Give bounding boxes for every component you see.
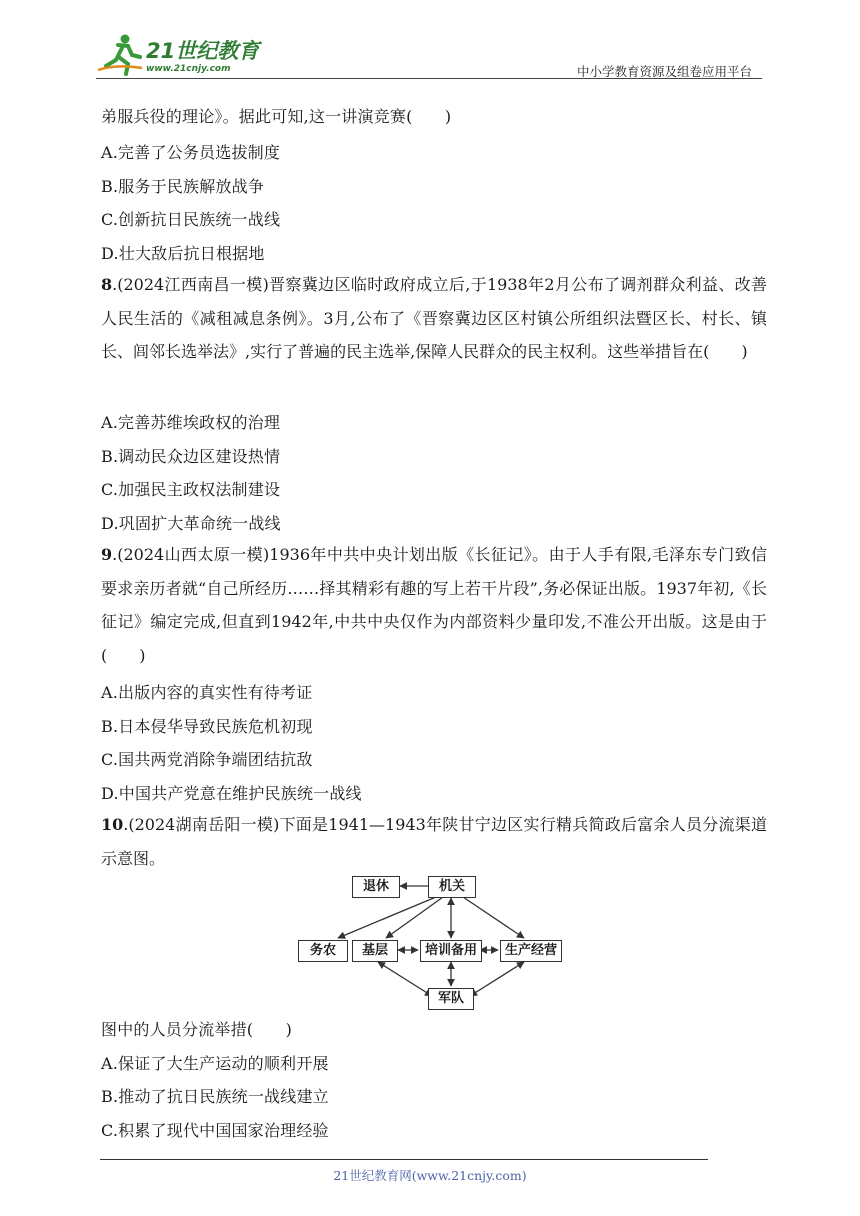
arrow-organ-grassroots xyxy=(386,897,443,938)
q10-question: 图中的人员分流举措( ) xyxy=(101,1020,293,1039)
box-production: 生产经营 xyxy=(500,940,562,962)
q10-option-a: A.保证了大生产运动的顺利开展 xyxy=(101,1054,329,1073)
q8-option-b: B.调动民众边区建设热情 xyxy=(101,447,281,466)
arrow-organ-production xyxy=(463,897,524,938)
q9-text: .(2024山西太原一模)1936年中共中央计划出版《长征记》。由于人手有限,毛泽东专门致信要求亲历者就“自己所经历……择其精彩有趣的写上若干片段”,务必保证出版。1937年初,《长征记》编定完成,但直到1942年,中共中央仅作为内部资料少量印发,不准公开出版。这是由于( ) xyxy=(101,545,767,665)
q8-option-c: C.加强民主政权法制建设 xyxy=(101,480,281,499)
footer-link[interactable]: 21世纪教育网(www.21cnjy.com) xyxy=(333,1168,527,1183)
q9-option-c: C.国共两党消除争端团结抗敌 xyxy=(101,750,313,769)
q7-continuation: 弟服兵役的理论》。据此可知,这一讲演竞赛( ) xyxy=(101,107,452,126)
logo-title: 21世纪教育 xyxy=(146,39,260,63)
q9-number: 9 xyxy=(101,545,113,564)
footer-divider xyxy=(100,1159,708,1160)
q8-option-a: A.完善苏维埃政权的治理 xyxy=(101,413,281,432)
arrow-organ-farming xyxy=(338,897,436,938)
q10-text: .(2024湖南岳阳一模)下面是1941—1943年陕甘宁边区实行精兵简政后富余人员分流渠道示意图。 xyxy=(101,815,767,868)
q9-stem xyxy=(101,538,767,672)
box-training: 培训备用 xyxy=(420,940,482,962)
flow-diagram xyxy=(298,872,562,1010)
box-organ: 机关 xyxy=(428,876,476,898)
q8-number: 8 xyxy=(101,275,113,294)
q10-stem xyxy=(101,808,767,875)
q7-option-b: B.服务于民族解放战争 xyxy=(101,177,265,196)
site-name: 中小学教育资源及组卷应用平台 xyxy=(576,64,752,79)
q8-text: .(2024江西南昌一模)晋察冀边区临时政府成立后,于1938年2月公布了调剂群众利益、改善人民生活的《减租减息条例》。3月,公布了《晋察冀边区区村镇公所组织法暨区长、村长、镇长、闾邻长选举法》,实行了普遍的民主选举,保障人民群众的民主权利。这些举措旨在( ) xyxy=(101,275,767,361)
q9-option-d: D.中国共产党意在维护民族统一战线 xyxy=(101,784,362,803)
q9-option-b: B.日本侵华导致民族危机初现 xyxy=(101,717,313,736)
box-army: 军队 xyxy=(428,988,474,1010)
box-grassroots: 基层 xyxy=(352,940,398,962)
arrow-grassroots-army xyxy=(378,962,432,996)
header-divider xyxy=(96,78,762,79)
q7-option-c: C.创新抗日民族统一战线 xyxy=(101,210,281,229)
q10-option-b: B.推动了抗日民族统一战线建立 xyxy=(101,1087,329,1106)
box-retire: 退休 xyxy=(352,876,400,898)
q10-number: 10 xyxy=(101,815,124,834)
page-header xyxy=(96,30,762,82)
logo-url: www.21cnjy.com xyxy=(146,64,231,74)
runner-icon xyxy=(98,35,142,75)
q9-option-a: A.出版内容的真实性有待考证 xyxy=(101,683,313,702)
q7-option-a: A.完善了公务员选拔制度 xyxy=(101,143,281,162)
q8-option-d: D.巩固扩大革命统一战线 xyxy=(101,514,281,533)
q10-option-c: C.积累了现代中国国家治理经验 xyxy=(101,1121,329,1140)
q8-stem xyxy=(101,268,767,369)
site-logo xyxy=(96,30,266,80)
q7-option-d: D.壮大敌后抗日根据地 xyxy=(101,244,265,263)
arrow-production-army xyxy=(470,962,524,996)
box-farming: 务农 xyxy=(298,940,348,962)
